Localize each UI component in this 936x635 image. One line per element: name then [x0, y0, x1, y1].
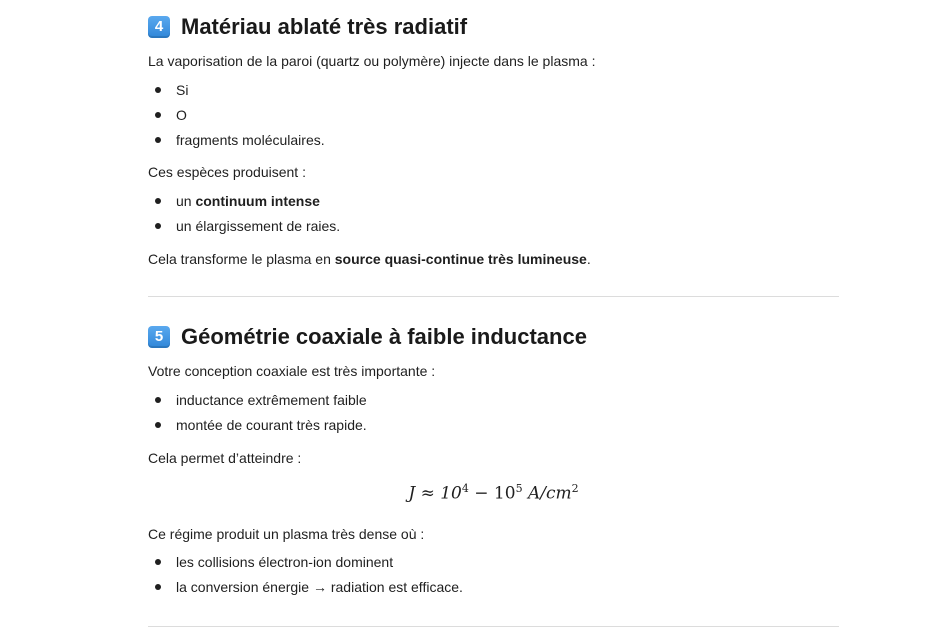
current-density-formula: $J \approx 10^4 - 10^5$ $A/cm^2$	[408, 482, 579, 504]
permits-text: Cela permet d’atteindre :	[148, 450, 302, 466]
list-item: Si	[148, 81, 325, 106]
section-5-intro: Votre conception coaxiale est très importante :	[148, 363, 436, 379]
section-divider	[148, 626, 839, 627]
keycap-4-icon: 4	[148, 16, 170, 38]
regime-text: Ce régime produit un plasma très dense où :	[148, 526, 425, 542]
ablated-species-list	[148, 81, 325, 156]
species-produce-text: Ces espèces produisent :	[148, 164, 306, 180]
list-item: montée de courant très rapide.	[148, 416, 367, 441]
list-item: un continuum intense	[148, 192, 340, 217]
emphasis-text: continuum intense	[195, 193, 320, 209]
list-item: un élargissement de raies.	[148, 217, 340, 242]
section-4-conclusion: Cela transforme le plasma en source quasi-continue très lumineuse.	[148, 251, 591, 267]
section-5-heading	[148, 324, 587, 350]
section-divider	[148, 296, 839, 297]
list-item: fragments moléculaires.	[148, 131, 325, 156]
section-4-intro: La vaporisation de la paroi (quartz ou polymère) injecte dans le plasma :	[148, 53, 596, 69]
list-item: la conversion énergie → radiation est efficace.	[148, 578, 463, 603]
keycap-5-icon: 5	[148, 326, 170, 348]
regime-effects-list	[148, 553, 463, 603]
effects-list	[148, 192, 340, 242]
list-item: les collisions électron-ion dominent	[148, 553, 463, 578]
section-4-title: Matériau ablaté très radiatif	[181, 14, 468, 39]
list-item: inductance extrêmement faible	[148, 391, 367, 416]
emphasis-text: source quasi-continue très lumineuse	[334, 251, 587, 267]
coaxial-benefits-list	[148, 391, 367, 441]
section-5-title: Géométrie coaxiale à faible inductance	[181, 324, 587, 349]
list-item: O	[148, 106, 325, 131]
section-4-heading	[148, 14, 467, 40]
